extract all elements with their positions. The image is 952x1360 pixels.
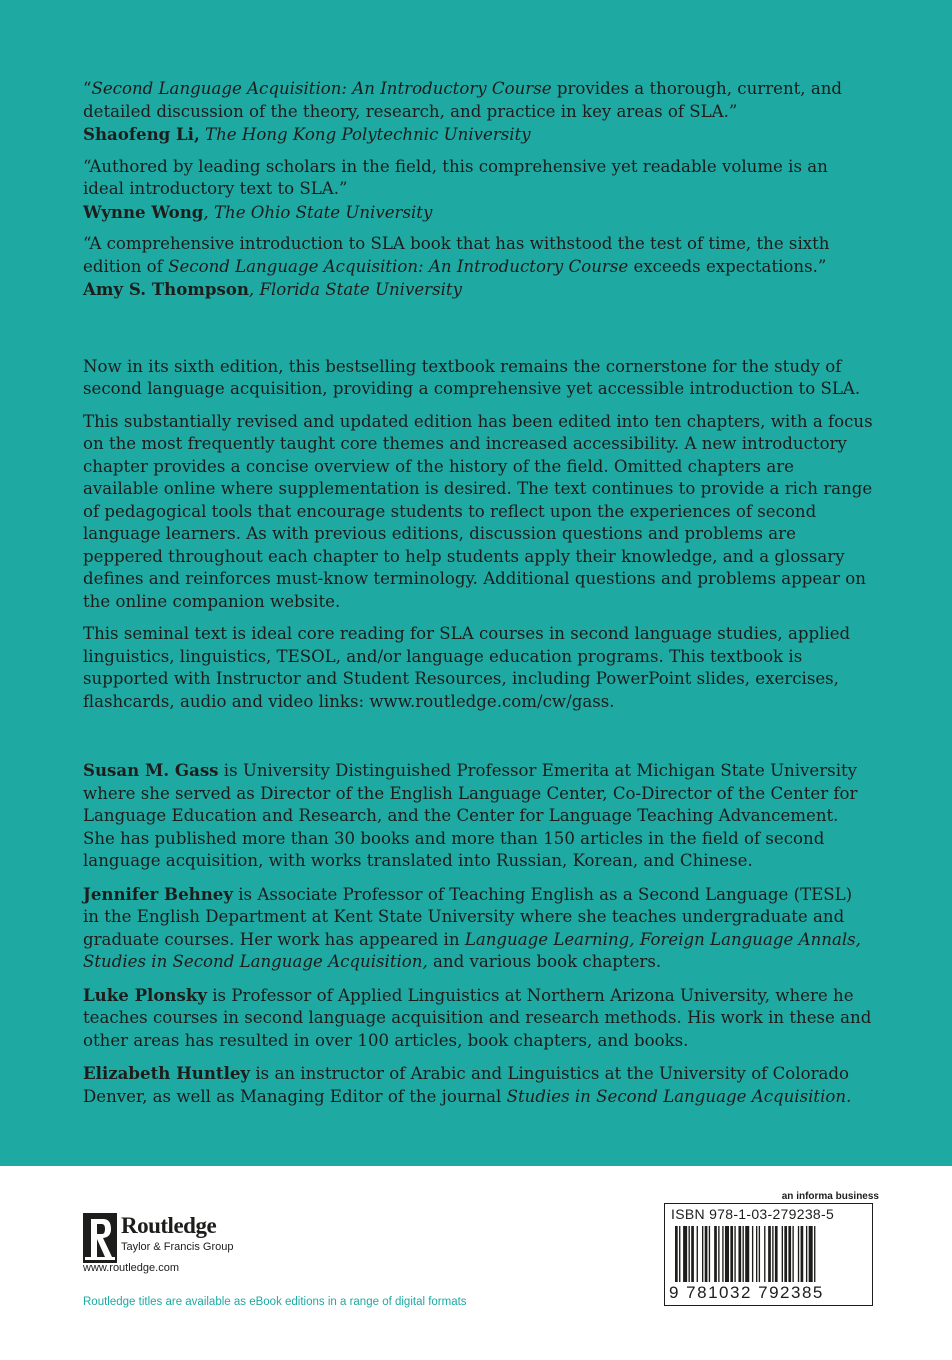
description-paragraph-1: Now in its sixth edition, this bestselling textbook remains the cornerstone for the study of second language acquisition, providing a comprehensive yet accessible introduction to SLA.: [83, 356, 861, 398]
back-cover-text: [83, 78, 873, 1118]
review-quote-1: “Second Language Acquisition: An Introductory Course provides a thorough, current, and detailed discussion of the theory, research, and practice in key areas of SLA.” Shaofeng Li, The Hong Kong Polytechnic University: [83, 79, 843, 144]
reviewer-affiliation: , Florida State University: [248, 280, 462, 299]
barcode-digits: 9 781032 792385: [669, 1283, 824, 1302]
isbn-number: ISBN 978-1-03-279238-5: [671, 1206, 835, 1222]
isbn-barcode: [664, 1203, 873, 1306]
barcode-icon: [673, 1226, 865, 1282]
informa-tagline: an informa business: [781, 1191, 879, 1202]
author-bio-behney: Jennifer Behney is Associate Professor of Teaching English as a Second Language (TESL) in the English Department at Kent State University where she teaches undergraduate and graduate courses. Her work has appeared in Language Learning, Foreign Language Annals, Studies in Second Language Acquisition, and various book chapters.: [83, 883, 861, 971]
publisher-name: Routledge: [121, 1213, 217, 1238]
author-bio-huntley: Elizabeth Huntley is an instructor of Arabic and Linguistics at the University of Colorado Denver, as well as Managing Editor of the journal Studies in Second Language Acquisition.: [83, 1063, 852, 1106]
footer: [0, 1166, 952, 1360]
publisher-group: Taylor & Francis Group: [121, 1241, 234, 1253]
reviewer-affiliation: , The Ohio State University: [203, 202, 433, 222]
description-paragraph-2: This substantially revised and updated edition has been edited into ten chapters, with a focus on the most frequently taught core themes and increased accessibility. A new introductory chapter provides a concise overview of the history of the field. Omitted chapters are available online where supplementation is desired. The text continues to provide a rich range of pedagogical tools that encourage students to reflect upon the experiences of second language learners. As with previous editions, discussion questions and problems are peppered throughout each chapter to help students apply their knowledge, and a glossary defines and reinforces must-know terminology. Additional questions and problems appear on the online companion website.: [83, 411, 873, 611]
routledge-r-icon: [83, 1213, 117, 1263]
reviewer-affiliation: The Hong Kong Polytechnic University: [199, 125, 531, 144]
review-quote-2: “Authored by leading scholars in the field, this comprehensive yet readable volume is an ideal introductory text to SLA.” Wynne Wong, The Ohio State University: [83, 156, 828, 222]
author-bio-plonsky: Luke Plonsky is Professor of Applied Linguistics at Northern Arizona University, where he teaches courses in second language acquisition and research methods. His work in these and other areas has resulted in over 100 articles, book chapters, and books.: [83, 984, 872, 1050]
author-bio-gass: Susan M. Gass is University Distinguished Professor Emerita at Michigan State University where she served as Director of the English Language Center, Co-Director of the Center for Language Education and Research, and the Center for Language Teaching Advancement. She has published more than 30 books and more than 150 articles in the field of second language acquisition, with works translated into Russian, Korean, and Chinese.: [83, 760, 858, 870]
ebook-note: Routledge titles are available as eBook editions in a range of digital formats: [83, 1296, 467, 1308]
review-quote-3: “A comprehensive introduction to SLA book that has withstood the test of time, the sixth edition of Second Language Acquisition: An Introductory Course exceeds expectations.” Amy S. Thompson, Florida State University: [83, 234, 830, 299]
description-paragraph-3: This seminal text is ideal core reading for SLA courses in second language studies, applied linguistics, linguistics, TESOL, and/or language education programs. This textbook is supported with Instructor and Student Resources, including PowerPoint slides, exercises, flashcards, audio and video links: www.routledge.com/cw/gass.: [83, 624, 851, 711]
publisher-logo: [83, 1211, 283, 1266]
reviewer-name: Amy S. Thompson: [83, 279, 249, 299]
reviewer-name: Shaofeng Li,: [83, 124, 200, 144]
publisher-website[interactable]: www.routledge.com: [83, 1262, 179, 1274]
reviewer-name: Wynne Wong: [83, 201, 204, 222]
